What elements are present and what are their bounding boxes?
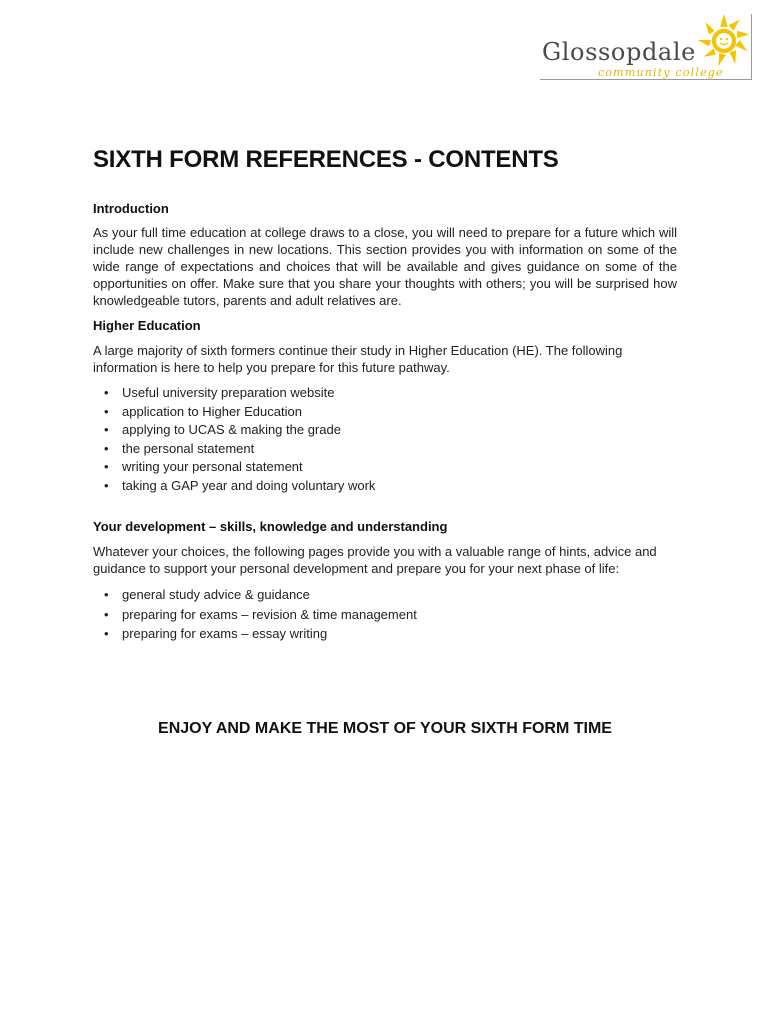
development-heading: Your development – skills, knowledge and understanding	[93, 519, 448, 534]
bullet-icon: •	[104, 606, 109, 622]
list-item: • the personal statement	[93, 440, 677, 459]
bullet-icon: •	[104, 440, 109, 456]
list-item: • taking a GAP year and doing voluntary work	[93, 477, 677, 496]
list-item: • Useful university preparation website	[93, 384, 677, 403]
logo-subtitle: community college	[598, 66, 724, 79]
bullet-icon: •	[104, 477, 109, 493]
bullet-icon: •	[104, 626, 109, 641]
list-item: • preparing for exams – essay writing	[93, 624, 677, 644]
list-item: • general study advice & guidance	[93, 585, 677, 605]
bullet-icon: •	[104, 459, 109, 474]
document-body	[93, 146, 677, 644]
introduction-heading: Introduction	[93, 201, 169, 216]
closing-banner: ENJOY AND MAKE THE MOST OF YOUR SIXTH FORM TIME	[158, 720, 612, 737]
sun-logo-icon	[696, 12, 752, 68]
introduction-text: As your full time education at college draws to a close, you will need to prepare for a future which will include new challenges in new locations. This section provides you with information on some of the wide range of expectations and choices that will be available and gives guidance on some of the opportunities on offer. Make sure that you share your thoughts with others; you will be surprised how knowledgeable tutors, parents and adult relatives are.	[93, 225, 677, 308]
development-text: Whatever your choices, the following pages provide you with a valuable range of hints, advice and guidance to support your personal development and prepare you for your next phase of life:	[93, 544, 657, 576]
higher-education-heading: Higher Education	[93, 318, 201, 333]
bullet-icon: •	[104, 422, 109, 437]
list-item: • preparing for exams – revision & time management	[93, 605, 677, 625]
higher-education-list	[93, 384, 677, 495]
list-item: • applying to UCAS & making the grade	[93, 421, 677, 440]
bullet-icon: •	[104, 403, 109, 419]
college-logo	[540, 14, 752, 80]
development-list	[93, 585, 677, 644]
higher-education-text: A large majority of sixth formers continue their study in Higher Education (HE). The following information is here to help you prepare for this future pathway.	[93, 343, 623, 375]
list-item: • application to Higher Education	[93, 403, 677, 422]
page-title: SIXTH FORM REFERENCES - CONTENTS	[93, 146, 559, 173]
logo-name: Glossopdale	[542, 38, 696, 66]
bullet-icon: •	[104, 385, 109, 400]
list-item: • writing your personal statement	[93, 458, 677, 477]
bullet-icon: •	[104, 587, 109, 602]
